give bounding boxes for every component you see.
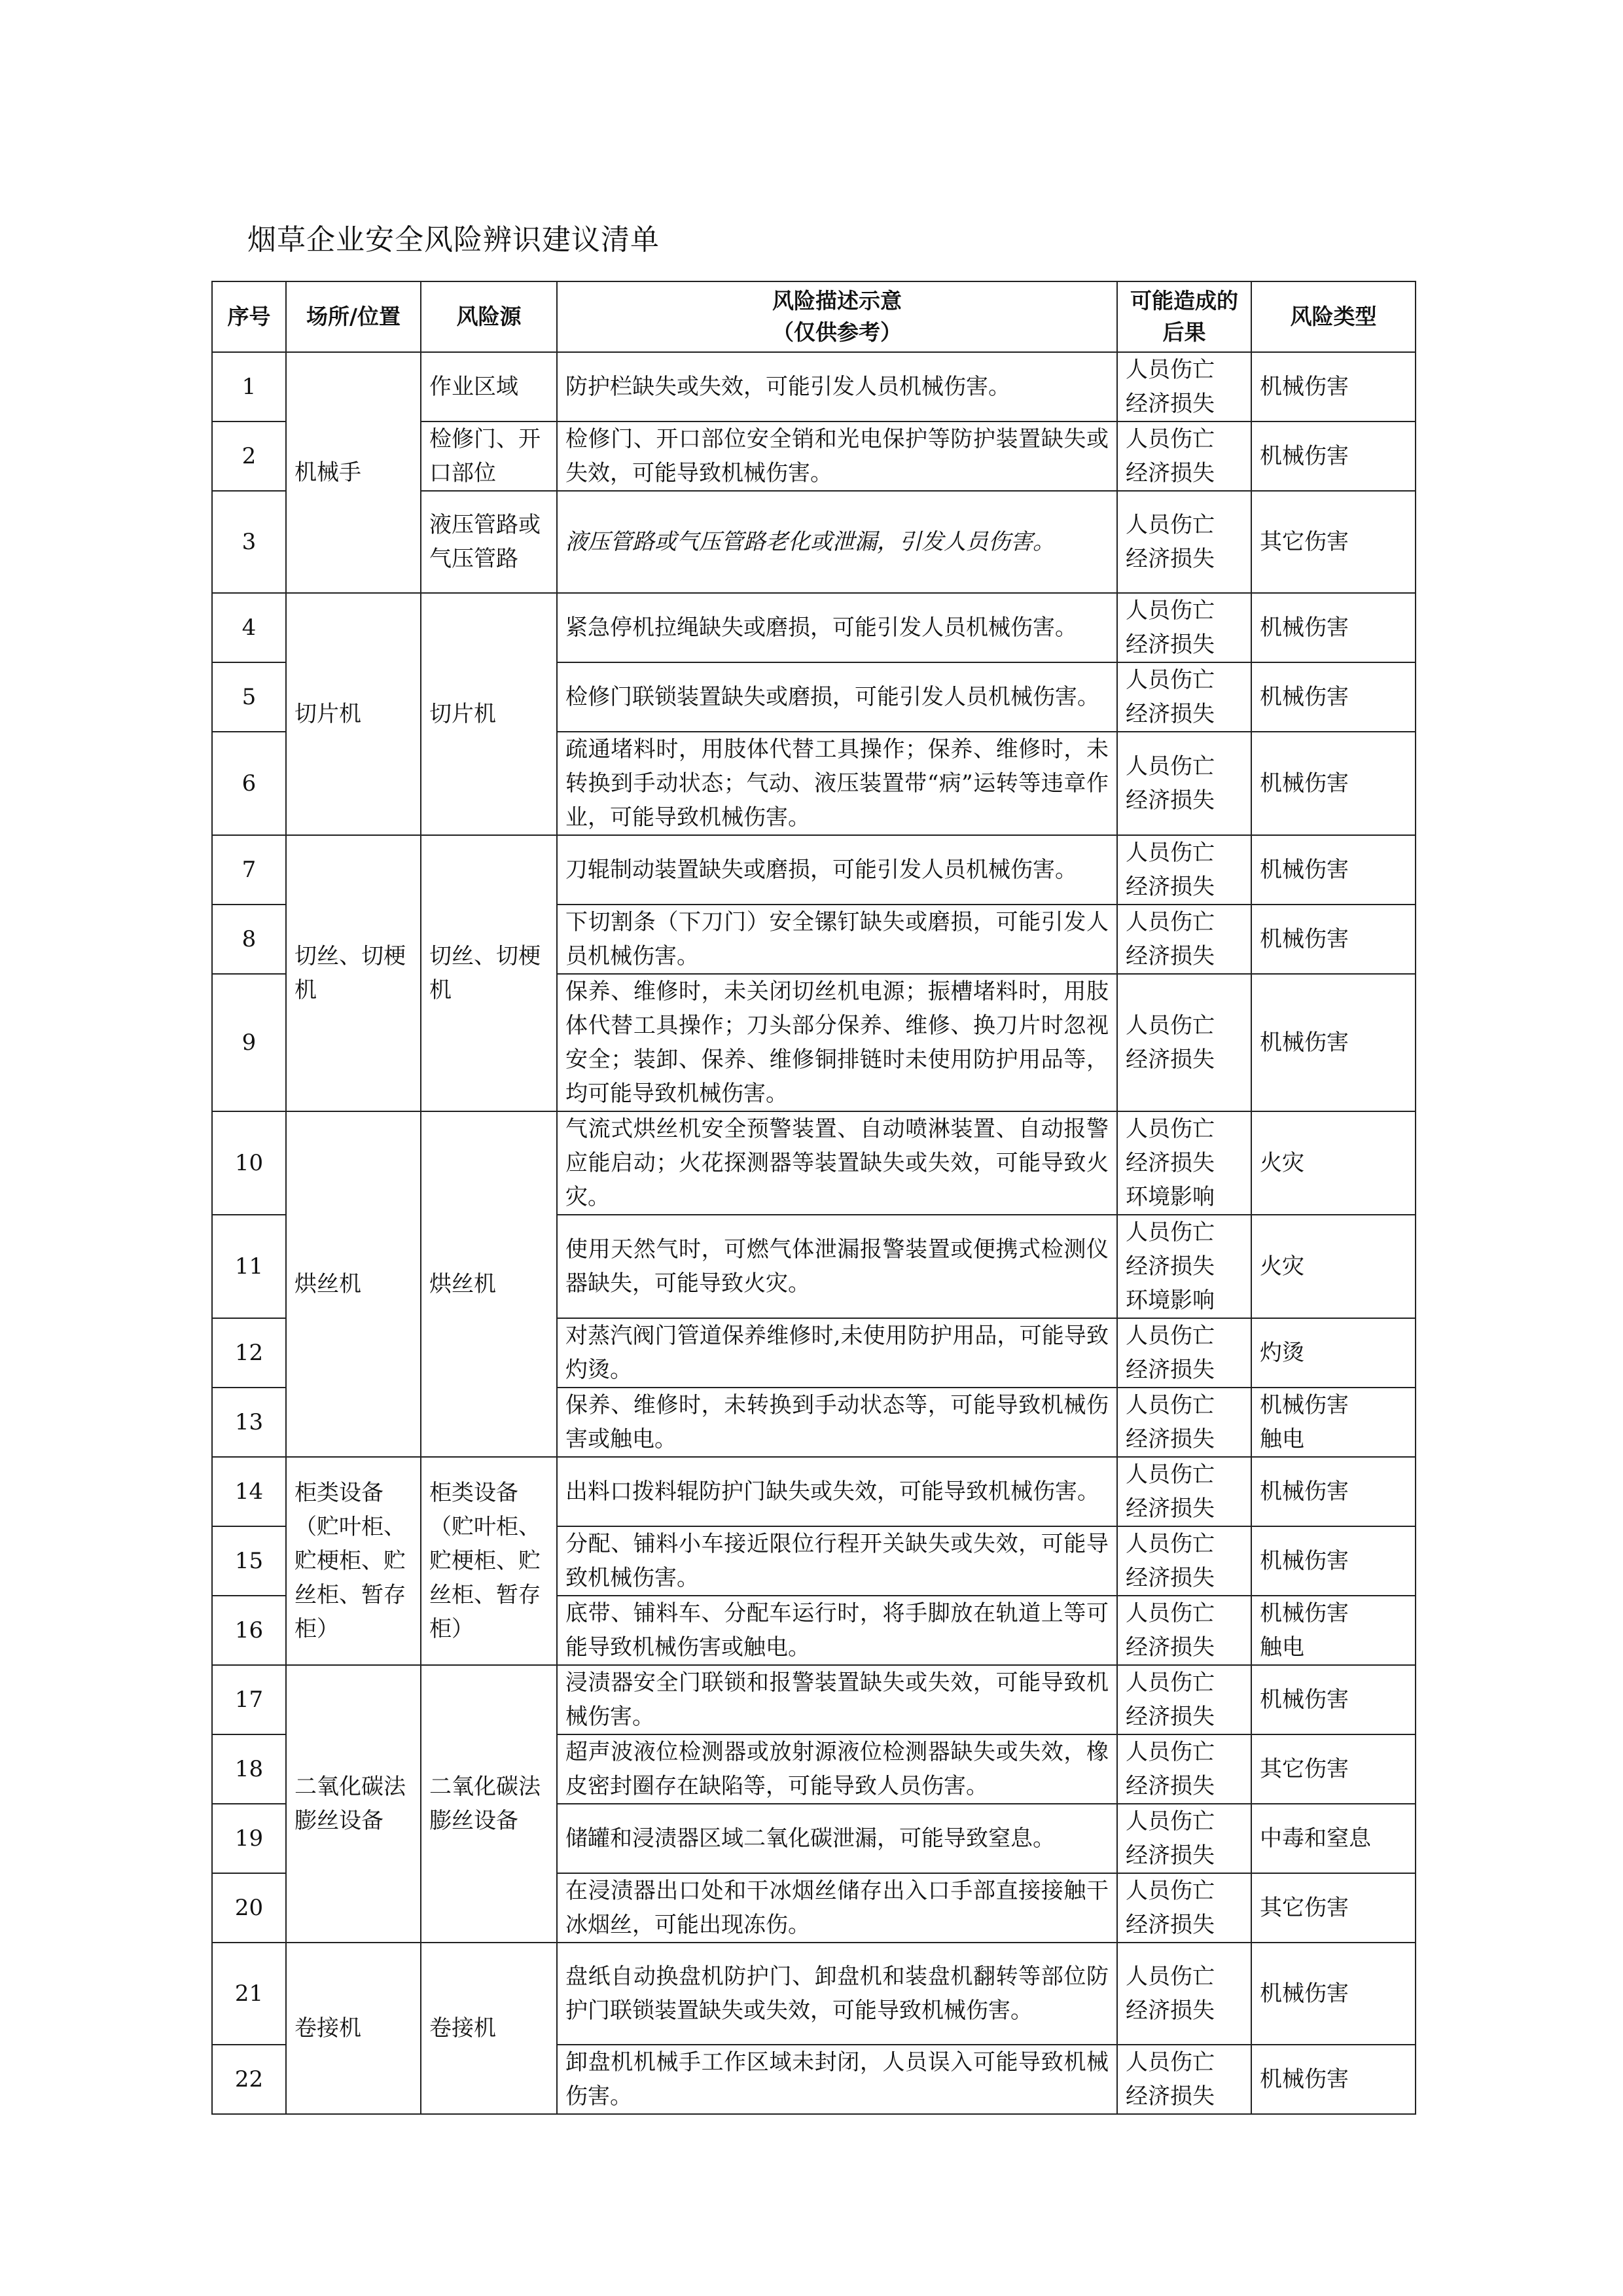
source-cell: 二氧化碳法膨丝设备 bbox=[421, 1665, 557, 1943]
row-number: 22 bbox=[212, 2045, 286, 2114]
source-cell: 作业区域 bbox=[421, 352, 557, 422]
table-row bbox=[212, 1665, 1416, 1734]
risk-description: 下切割条（下刀门）安全镙钉缺失或磨损，可能引发人员机械伤害。 bbox=[557, 905, 1117, 974]
consequence-cell: 人员伤亡 经济损失 bbox=[1117, 1943, 1251, 2045]
source-cell: 切丝、切梗机 bbox=[421, 835, 557, 1111]
table-header-row bbox=[212, 281, 1416, 352]
risk-type: 机械伤害 bbox=[1251, 2045, 1416, 2114]
row-number: 16 bbox=[212, 1596, 286, 1665]
row-number: 20 bbox=[212, 1873, 286, 1943]
row-number: 6 bbox=[212, 732, 286, 835]
risk-type: 机械伤害 bbox=[1251, 1943, 1416, 2045]
risk-description: 使用天然气时，可燃气体泄漏报警装置或便携式检测仪器缺失，可能导致火灾。 bbox=[557, 1215, 1117, 1318]
consequence-cell: 人员伤亡 经济损失 bbox=[1117, 352, 1251, 422]
row-number: 5 bbox=[212, 662, 286, 732]
risk-type: 其它伤害 bbox=[1251, 1734, 1416, 1804]
page-title: 烟草企业安全风险辨识建议清单 bbox=[247, 223, 660, 257]
row-number: 7 bbox=[212, 835, 286, 905]
consequence-cell: 人员伤亡 经济损失 bbox=[1117, 1388, 1251, 1457]
consequence-cell: 人员伤亡 经济损失 bbox=[1117, 2045, 1251, 2114]
source-cell: 切片机 bbox=[421, 593, 557, 835]
risk-type: 机械伤害 bbox=[1251, 974, 1416, 1111]
header-desc bbox=[557, 281, 1117, 352]
consequence-cell: 人员伤亡 经济损失 bbox=[1117, 1457, 1251, 1526]
risk-type: 中毒和窒息 bbox=[1251, 1804, 1416, 1873]
consequence-cell: 人员伤亡 经济损失 环境影响 bbox=[1117, 1215, 1251, 1318]
row-number: 17 bbox=[212, 1665, 286, 1734]
consequence-cell: 人员伤亡 经济损失 bbox=[1117, 1596, 1251, 1665]
risk-description: 底带、铺料车、分配车运行时，将手脚放在轨道上等可能导致机械伤害或触电。 bbox=[557, 1596, 1117, 1665]
consequence-cell: 人员伤亡 经济损失 bbox=[1117, 732, 1251, 835]
consequence-cell: 人员伤亡 经济损失 bbox=[1117, 974, 1251, 1111]
header-place: 场所/位置 bbox=[286, 281, 421, 352]
risk-type: 机械伤害 bbox=[1251, 905, 1416, 974]
risk-type: 机械伤害 bbox=[1251, 1457, 1416, 1526]
consequence-cell: 人员伤亡 经济损失 bbox=[1117, 593, 1251, 662]
place-cell: 切片机 bbox=[286, 593, 421, 835]
source-cell: 烘丝机 bbox=[421, 1111, 557, 1457]
consequence-cell: 人员伤亡 经济损失 bbox=[1117, 1734, 1251, 1804]
consequence-cell: 人员伤亡 经济损失 bbox=[1117, 1804, 1251, 1873]
place-cell: 二氧化碳法膨丝设备 bbox=[286, 1665, 421, 1943]
row-number: 9 bbox=[212, 974, 286, 1111]
consequence-cell: 人员伤亡 经济损失 bbox=[1117, 662, 1251, 732]
table-row bbox=[212, 835, 1416, 905]
row-number: 18 bbox=[212, 1734, 286, 1804]
risk-description: 出料口拨料辊防护门缺失或失效，可能导致机械伤害。 bbox=[557, 1457, 1117, 1526]
risk-type: 机械伤害 bbox=[1251, 732, 1416, 835]
row-number: 13 bbox=[212, 1388, 286, 1457]
risk-type: 机械伤害 bbox=[1251, 835, 1416, 905]
risk-description: 检修门联锁装置缺失或磨损，可能引发人员机械伤害。 bbox=[557, 662, 1117, 732]
risk-type: 机械伤害 bbox=[1251, 1526, 1416, 1596]
row-number: 3 bbox=[212, 491, 286, 593]
risk-type: 机械伤害 bbox=[1251, 593, 1416, 662]
table-row bbox=[212, 352, 1416, 422]
risk-description: 浸渍器安全门联锁和报警装置缺失或失效，可能导致机械伤害。 bbox=[557, 1665, 1117, 1734]
row-number: 8 bbox=[212, 905, 286, 974]
risk-type: 火灾 bbox=[1251, 1215, 1416, 1318]
risk-type: 机械伤害 bbox=[1251, 1665, 1416, 1734]
consequence-cell: 人员伤亡 经济损失 bbox=[1117, 1873, 1251, 1943]
source-cell: 检修门、开口部位 bbox=[421, 422, 557, 491]
risk-description: 在浸渍器出口处和干冰烟丝储存出入口手部直接接触干冰烟丝，可能出现冻伤。 bbox=[557, 1873, 1117, 1943]
risk-type: 火灾 bbox=[1251, 1111, 1416, 1215]
row-number: 11 bbox=[212, 1215, 286, 1318]
risk-type: 机械伤害 bbox=[1251, 662, 1416, 732]
risk-description: 卸盘机机械手工作区域未封闭，人员误入可能导致机械伤害。 bbox=[557, 2045, 1117, 2114]
header-consequence: 可能造成的后果 bbox=[1117, 281, 1251, 352]
source-cell: 柜类设备（贮叶柜、贮梗柜、贮丝柜、暂存柜） bbox=[421, 1457, 557, 1665]
row-number: 10 bbox=[212, 1111, 286, 1215]
risk-description: 超声波液位检测器或放射源液位检测器缺失或失效，橡皮密封圈存在缺陷等，可能导致人员伤害。 bbox=[557, 1734, 1117, 1804]
risk-table bbox=[211, 281, 1416, 2115]
header-desc-line1: 风险描述示意 bbox=[772, 288, 902, 314]
source-cell: 卷接机 bbox=[421, 1943, 557, 2114]
header-source: 风险源 bbox=[421, 281, 557, 352]
place-cell: 卷接机 bbox=[286, 1943, 421, 2114]
risk-description: 刀辊制动装置缺失或磨损，可能引发人员机械伤害。 bbox=[557, 835, 1117, 905]
row-number: 12 bbox=[212, 1318, 286, 1388]
header-no: 序号 bbox=[212, 281, 286, 352]
consequence-cell: 人员伤亡 经济损失 bbox=[1117, 905, 1251, 974]
risk-type: 其它伤害 bbox=[1251, 1873, 1416, 1943]
source-cell: 液压管路或气压管路 bbox=[421, 491, 557, 593]
row-number: 15 bbox=[212, 1526, 286, 1596]
row-number: 2 bbox=[212, 422, 286, 491]
risk-description: 疏通堵料时，用肢体代替工具操作；保养、维修时，未转换到手动状态；气动、液压装置带“病”运转等违章作业，可能导致机械伤害。 bbox=[557, 732, 1117, 835]
risk-description: 盘纸自动换盘机防护门、卸盘机和装盘机翻转等部位防护门联锁装置缺失或失效，可能导致机械伤害。 bbox=[557, 1943, 1117, 2045]
consequence-cell: 人员伤亡 经济损失 bbox=[1117, 1526, 1251, 1596]
row-number: 19 bbox=[212, 1804, 286, 1873]
place-cell: 机械手 bbox=[286, 352, 421, 593]
risk-description: 分配、铺料小车接近限位行程开关缺失或失效，可能导致机械伤害。 bbox=[557, 1526, 1117, 1596]
risk-description: 气流式烘丝机安全预警装置、自动喷淋装置、自动报警应能启动；火花探测器等装置缺失或失效，可能导致火灾。 bbox=[557, 1111, 1117, 1215]
table-row bbox=[212, 1457, 1416, 1526]
risk-description: 紧急停机拉绳缺失或磨损，可能引发人员机械伤害。 bbox=[557, 593, 1117, 662]
row-number: 14 bbox=[212, 1457, 286, 1526]
risk-type: 机械伤害 触电 bbox=[1251, 1388, 1416, 1457]
row-number: 4 bbox=[212, 593, 286, 662]
header-desc-line2: （仅供参考） bbox=[772, 319, 902, 345]
risk-type: 灼烫 bbox=[1251, 1318, 1416, 1388]
table-row bbox=[212, 1111, 1416, 1215]
risk-description: 保养、维修时，未转换到手动状态等，可能导致机械伤害或触电。 bbox=[557, 1388, 1117, 1457]
consequence-cell: 人员伤亡 经济损失 bbox=[1117, 422, 1251, 491]
table-row bbox=[212, 593, 1416, 662]
table-row bbox=[212, 1943, 1416, 2045]
consequence-cell: 人员伤亡 经济损失 环境影响 bbox=[1117, 1111, 1251, 1215]
consequence-cell: 人员伤亡 经济损失 bbox=[1117, 1665, 1251, 1734]
place-cell: 烘丝机 bbox=[286, 1111, 421, 1457]
risk-type: 机械伤害 bbox=[1251, 422, 1416, 491]
risk-description: 储罐和浸渍器区域二氧化碳泄漏，可能导致窒息。 bbox=[557, 1804, 1117, 1873]
place-cell: 柜类设备（贮叶柜、贮梗柜、贮丝柜、暂存柜） bbox=[286, 1457, 421, 1665]
risk-type: 机械伤害 触电 bbox=[1251, 1596, 1416, 1665]
row-number: 21 bbox=[212, 1943, 286, 2045]
consequence-cell: 人员伤亡 经济损失 bbox=[1117, 1318, 1251, 1388]
row-number: 1 bbox=[212, 352, 286, 422]
risk-description: 对蒸汽阀门管道保养维修时,未使用防护用品，可能导致灼烫。 bbox=[557, 1318, 1117, 1388]
risk-description: 检修门、开口部位安全销和光电保护等防护装置缺失或失效，可能导致机械伤害。 bbox=[557, 422, 1117, 491]
place-cell: 切丝、切梗机 bbox=[286, 835, 421, 1111]
risk-type: 其它伤害 bbox=[1251, 491, 1416, 593]
risk-description: 保养、维修时，未关闭切丝机电源；振槽堵料时，用肢体代替工具操作；刀头部分保养、维修、换刀片时忽视安全；装卸、保养、维修铜排链时未使用防护用品等，均可能导致机械伤害。 bbox=[557, 974, 1117, 1111]
risk-type: 机械伤害 bbox=[1251, 352, 1416, 422]
risk-description: 液压管路或气压管路老化或泄漏，引发人员伤害。 bbox=[557, 491, 1117, 593]
consequence-cell: 人员伤亡 经济损失 bbox=[1117, 491, 1251, 593]
header-type: 风险类型 bbox=[1251, 281, 1416, 352]
consequence-cell: 人员伤亡 经济损失 bbox=[1117, 835, 1251, 905]
risk-description: 防护栏缺失或失效，可能引发人员机械伤害。 bbox=[557, 352, 1117, 422]
